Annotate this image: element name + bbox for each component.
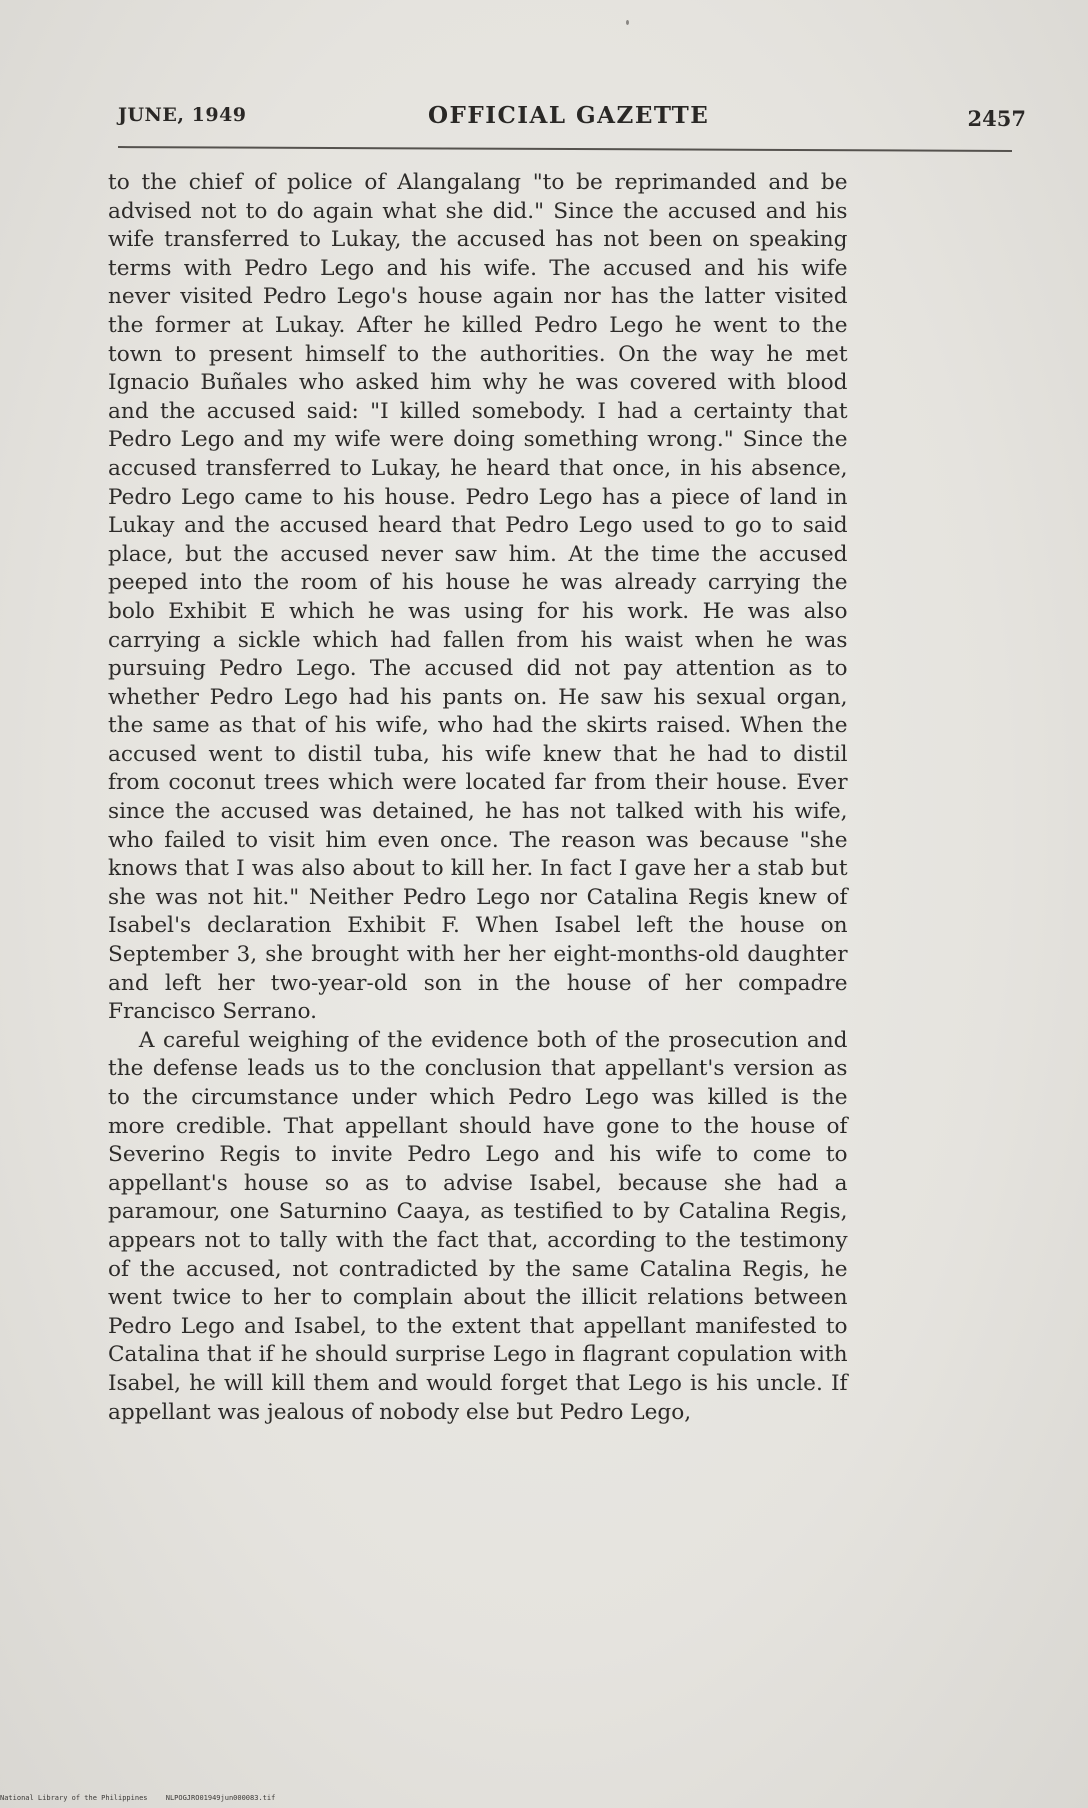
footer-source: National Library of the Philippines (0, 1794, 148, 1802)
header-title: OFFICIAL GAZETTE (428, 102, 710, 129)
scan-footer (0, 1794, 400, 1806)
body-text (108, 168, 848, 1426)
header-date: JUNE, 1949 (118, 104, 247, 126)
paragraph-1: to the chief of police of Alangalang "to be reprimanded and be advised not to do again what she did." Since the accused and his wife transferred to Lukay, the accused has not been on speaking terms with Pedro Lego and his wife. The accused and his wife never visited Pedro Lego's house again nor has the latter visited the former at Lukay. After he killed Pedro Lego he went to the town to present himself to the authorities. On the way he met Ignacio Buñales who asked him why he was covered with blood and the accused said: "I killed somebody. I had a certainty that Pedro Lego and my wife were doing something wrong." Since the accused transferred to Lukay, he heard that once, in his absence, Pedro Lego came to his house. Pedro Lego has a piece of land in Lukay and the accused heard that Pedro Lego used to go to said place, but the accused never saw him. At the time the accused peeped into the room of his house he was already carrying the bolo Exhibit E which he was using for his work. He was also carrying a sickle which had fallen from his waist when he was pursuing Pedro Lego. The accused did not pay attention as to whether Pedro Lego had his pants on. He saw his sexual organ, the same as that of his wife, who had the skirts raised. When the accused went to distil tuba, his wife knew that he had to distil from coconut trees which were located far from their house. Ever since the accused was detained, he has not talked with his wife, who failed to visit him even once. The reason was because "she knows that I was also about to kill her. In fact I gave her a stab but she was not hit." Neither Pedro Lego nor Catalina Regis knew of Isabel's declaration Exhibit F. When Isabel left the house on September 3, she brought with her her eight-months-old daughter and left her two-year-old son in the house of her compadre Francisco Serrano. (108, 170, 848, 1024)
header-rule (118, 146, 1012, 152)
paragraph-2: A careful weighing of the evidence both of the prosecution and the defense leads us to the conclusion that appellant's version as to the circumstance under which Pedro Lego was killed is the more credible. That appellant should have gone to the house of Severino Regis to invite Pedro Lego and his wife to come to appellant's house so as to advise Isabel, because she had a paramour, one Saturnino Caaya, as testified to by Catalina Regis, appears not to tally with the fact that, according to the testimony of the accused, not contradicted by the same Catalina Regis, he went twice to her to complain about the illicit relations between Pedro Lego and Isabel, to the extent that appellant manifested to Catalina that if he should surprise Lego in flagrant copulation with Isabel, he will kill them and would forget that Lego is his uncle. If appellant was jealous of nobody else but Pedro Lego, (108, 1027, 848, 1424)
page-header (118, 100, 1026, 140)
scan-speck (626, 20, 629, 25)
footer-file: NLPOGJRO01949jun000083.tif (165, 1794, 276, 1802)
header-page-number: 2457 (967, 106, 1026, 131)
